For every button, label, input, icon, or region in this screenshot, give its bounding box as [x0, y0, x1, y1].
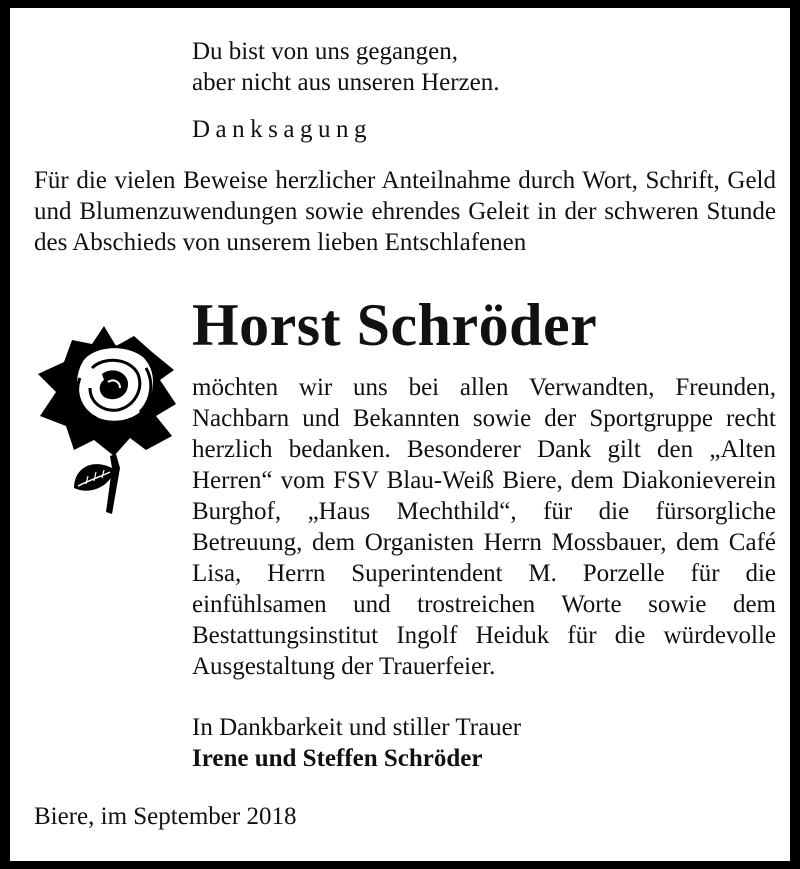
signers: Irene und Steffen Schröder: [192, 745, 483, 772]
motto: [192, 36, 500, 98]
obituary-notice: [10, 8, 790, 861]
deceased-name: Horst Schröder: [192, 292, 598, 358]
motto-line-2: aber nicht aus unseren Herzen.: [192, 69, 500, 96]
closing-line: In Dankbarkeit und stiller Trauer: [192, 714, 522, 741]
rose-icon: [34, 318, 184, 518]
place-date: Biere, im September 2018: [34, 803, 297, 830]
thanks-paragraph: möchten wir uns bei allen Verwandten, Freunden, Nachbarn und Bekannten sowie der Sportgruppe recht herzlich bedanken. Besonderer Dank gilt den „Alten Herren“ vom FSV Blau-Weiß Biere, dem Diakonieverein Burghof, „Haus Mechthild“, für die fürsorgliche Betreuung, dem Organisten Herrn Mossbauer, dem Café Lisa, Herrn Superintendent M. Porzelle für die einfühlsamen und trostreichen Worte sowie dem Bestattungsinstitut Ingolf Heiduk für die würdevolle Ausgestaltung der Trauerfeier.: [192, 374, 776, 680]
motto-line-1: Du bist von uns gegangen,: [192, 38, 458, 65]
intro-paragraph: Für die vielen Beweise herzlicher Anteilnahme durch Wort, Schrift, Geld und Blumenzuwendungen sowie ehrendes Geleit in der schweren Stunde des Abschieds von unserem lieben Entschlafenen: [34, 167, 776, 256]
closing: [192, 712, 521, 774]
notice-title: Danksagung: [192, 116, 372, 143]
